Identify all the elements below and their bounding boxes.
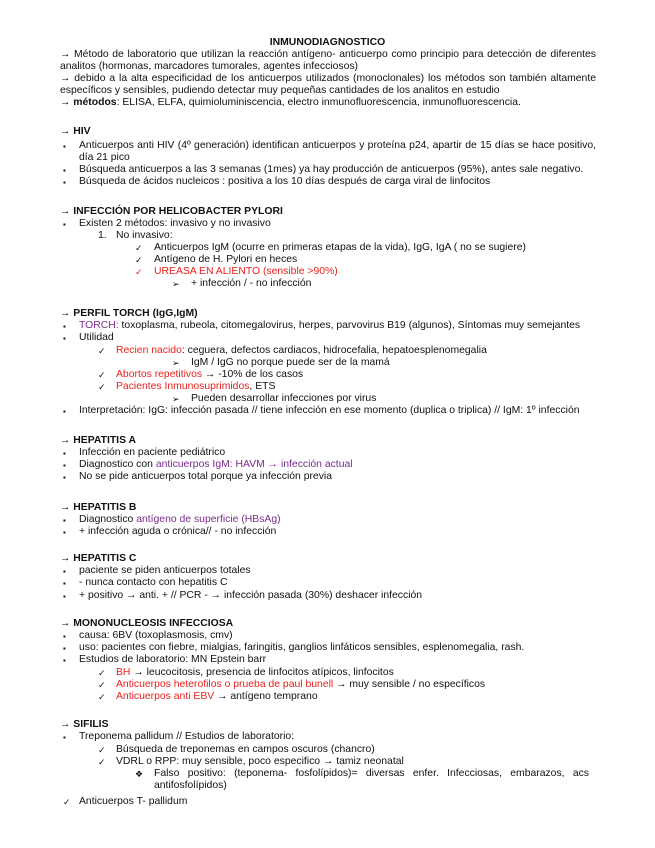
list-item: Búsqueda anticuerpos a las 3 semanas (1mes) ya hay producción de anticuerpos (95%), antes sale negativo.	[79, 164, 584, 175]
bullet-icon: ▪	[63, 592, 66, 601]
bullet-icon: ▪	[63, 461, 66, 470]
list-item: Recien nacido: ceguera, defectos cardiacos, hidrocefalia, hepatoesplenomegalia	[116, 345, 487, 356]
list-item: Pueden desarrollar infecciones por virus	[191, 393, 377, 404]
list-item: BH → leucocitosis, presencia de linfocitos atípicos, linfocitos	[116, 667, 394, 678]
intro-line: → debido a la alta especificidad de los anticuerpos utilizados (monoclonales) los métodos son también altamente	[60, 73, 596, 84]
bullet-icon: ▪	[63, 473, 66, 482]
intro-line: → Método de laboratorio que utilizan la reacción antígeno- anticuerpo como principio para detección de diferentes	[60, 49, 596, 60]
check-icon: ✓	[135, 255, 143, 265]
bullet-icon: ▪	[63, 567, 66, 576]
bullet-icon: ▪	[63, 733, 66, 742]
arrow-icon: →	[60, 126, 71, 137]
list-item: Diagnostico antígeno de superficie (HBsAg)	[79, 514, 281, 525]
check-icon: ✓	[135, 243, 143, 253]
list-item: Estudios de laboratorio: MN Epstein barr	[79, 654, 267, 665]
bullet-icon: ▪	[63, 579, 66, 588]
bullet-icon: ▪	[63, 166, 66, 175]
bullet-icon: ▪	[63, 656, 66, 665]
list-item: Treponema pallidum // Estudios de laboratorio:	[79, 731, 295, 742]
check-icon: ✓	[98, 382, 106, 392]
chevron-icon: ➢	[172, 358, 180, 368]
list-item: día 21 pico	[79, 152, 130, 163]
bullet-icon: ▪	[63, 644, 66, 653]
arrow-icon: →	[60, 206, 71, 217]
list-item: + infección / - no infección	[191, 278, 312, 289]
arrow-icon: →	[60, 435, 71, 446]
check-icon: ✓	[63, 797, 71, 807]
list-item: + positivo → anti. + // PCR - → infección pasada (30%) deshacer infección	[79, 590, 423, 601]
section-heading-sifilis: → SIFILIS	[60, 719, 109, 730]
bullet-icon: ▪	[63, 178, 66, 187]
bullet-icon: ▪	[63, 632, 66, 641]
check-icon: ✓	[98, 346, 106, 356]
list-item: IgM / IgG no porque puede ser de la mamá	[191, 357, 390, 368]
arrow-icon: →	[60, 553, 71, 564]
list-item: Anticuerpos IgM (ocurre en primeras etapas de la vida), IgG, IgA ( no se sugiere)	[154, 242, 526, 253]
list-item: + infección aguda o crónica// - no infección	[79, 526, 277, 537]
list-item: Abortos repetitivos → -10% de los casos	[116, 369, 304, 380]
list-item: Búsqueda de ácidos nucleicos : positiva a los 10 días después de carga viral de linfocitos	[79, 176, 491, 187]
list-item: UREASA EN ALIENTO (sensible >90%)	[154, 266, 338, 277]
list-item: Búsqueda de treponemas en campos oscuros (chancro)	[116, 744, 375, 755]
list-item: Interpretación: IgG: infección pasada // tiene infección en ese momento (duplica o triplica) // IgM: 1º infección	[79, 405, 580, 416]
bullet-icon: ▪	[63, 407, 66, 416]
list-item: uso: pacientes con fiebre, mialgias, faringitis, ganglios linfáticos sensibles, esplenomegalia, rash.	[79, 642, 525, 653]
diamond-icon: ❖	[135, 769, 144, 779]
check-icon: ✓	[98, 668, 106, 678]
list-item: Anticuerpos anti EBV → antígeno temprano	[116, 691, 318, 702]
bullet-icon: ▪	[63, 322, 66, 331]
list-item: Anticuerpos anti HIV (4º generación) identifican anticuerpos y proteína p24, apartir de 15 días se hace positivo,	[79, 140, 596, 151]
arrow-icon: →	[60, 618, 71, 629]
list-item: antifosfolípidos)	[154, 780, 227, 791]
check-icon: ✓	[98, 745, 106, 755]
list-item: TORCH: toxoplasma, rubeola, citomegalovirus, herpes, parvovirus B19 (algunos), Síntomas muy semejantes	[79, 320, 581, 331]
bullet-icon: ▪	[63, 516, 66, 525]
list-item: Infección en paciente pediátrico	[79, 447, 226, 458]
section-heading-hepatitis-b: → HEPATITIS B	[60, 502, 137, 513]
list-item: - nunca contacto con hepatitis C	[79, 577, 228, 588]
arrow-icon: →	[60, 719, 71, 730]
bullet-icon: ▪	[63, 334, 66, 343]
list-item: No se pide anticuerpos total porque ya infección previa	[79, 471, 332, 482]
list-item: No invasivo:	[116, 230, 173, 241]
list-item: Anticuerpos heterofilos o prueba de paul bunell → muy sensible / no específicos	[116, 679, 486, 690]
section-heading-hepatitis-a: → HEPATITIS A	[60, 435, 137, 446]
section-heading-mononucleosis: → MONONUCLEOSIS INFECCIOSA	[60, 618, 234, 629]
document-title: INMUNODIAGNOSTICO	[269, 37, 386, 48]
intro-line: específicos y sensibles, pudiendo detectar muy pequeñas cantidades de los analitos en estudio	[60, 85, 500, 96]
bullet-icon: ▪	[63, 528, 66, 537]
list-item: VDRL o RPP: muy sensible, poco especifico → tamiz neonatal	[116, 756, 404, 767]
check-icon: ✓	[98, 680, 106, 690]
list-item: Diagnostico con anticuerpos IgM: HAVM → infección actual	[79, 459, 353, 470]
check-icon: ✓	[98, 757, 106, 767]
arrow-icon: →	[60, 502, 71, 513]
list-item: Pacientes Inmunosuprimidos, ETS	[116, 381, 276, 392]
bullet-icon: ▪	[63, 449, 66, 458]
chevron-icon: ➢	[172, 279, 180, 289]
check-icon: ✓	[98, 692, 106, 702]
bullet-icon: ▪	[63, 142, 66, 151]
list-item: Utilidad	[79, 332, 114, 343]
list-item: causa: 6BV (toxoplasmosis, cmv)	[79, 630, 233, 641]
section-heading-hepatitis-c: → HEPATITIS C	[60, 553, 137, 564]
list-item: Falso positivo: (teponema- fosfolípidos)= diversas enfer. Infecciosas, embarazos, acs	[154, 768, 589, 779]
chevron-icon: ➢	[172, 394, 180, 404]
intro-line: → métodos: ELISA, ELFA, quimioluminiscencia, electro inmunofluorescencia, inmunofluorescencia.	[60, 97, 521, 108]
list-item: paciente se piden anticuerpos totales	[79, 565, 251, 576]
check-icon: ✓	[98, 370, 106, 380]
section-heading-hiv: → HIV	[60, 126, 91, 137]
list-item: Antígeno de H. Pylori en heces	[154, 254, 298, 265]
list-item: Existen 2 métodos: invasivo y no invasivo	[79, 218, 271, 229]
arrow-icon: →	[60, 308, 71, 319]
bullet-icon: ▪	[63, 220, 66, 229]
section-heading-torch: → PERFIL TORCH (IgG,IgM)	[60, 308, 198, 319]
arrow-icon: →	[60, 97, 71, 108]
list-item: Anticuerpos T- pallidum	[79, 796, 188, 807]
intro-line: analitos (hormonas, marcadores tumorales, agentes infecciosos)	[60, 61, 359, 72]
section-heading-helicobacter: → INFECCIÓN POR HELICOBACTER PYLORI	[60, 206, 283, 217]
check-icon: ✓	[135, 267, 143, 277]
numbered-marker: 1.	[98, 230, 107, 241]
